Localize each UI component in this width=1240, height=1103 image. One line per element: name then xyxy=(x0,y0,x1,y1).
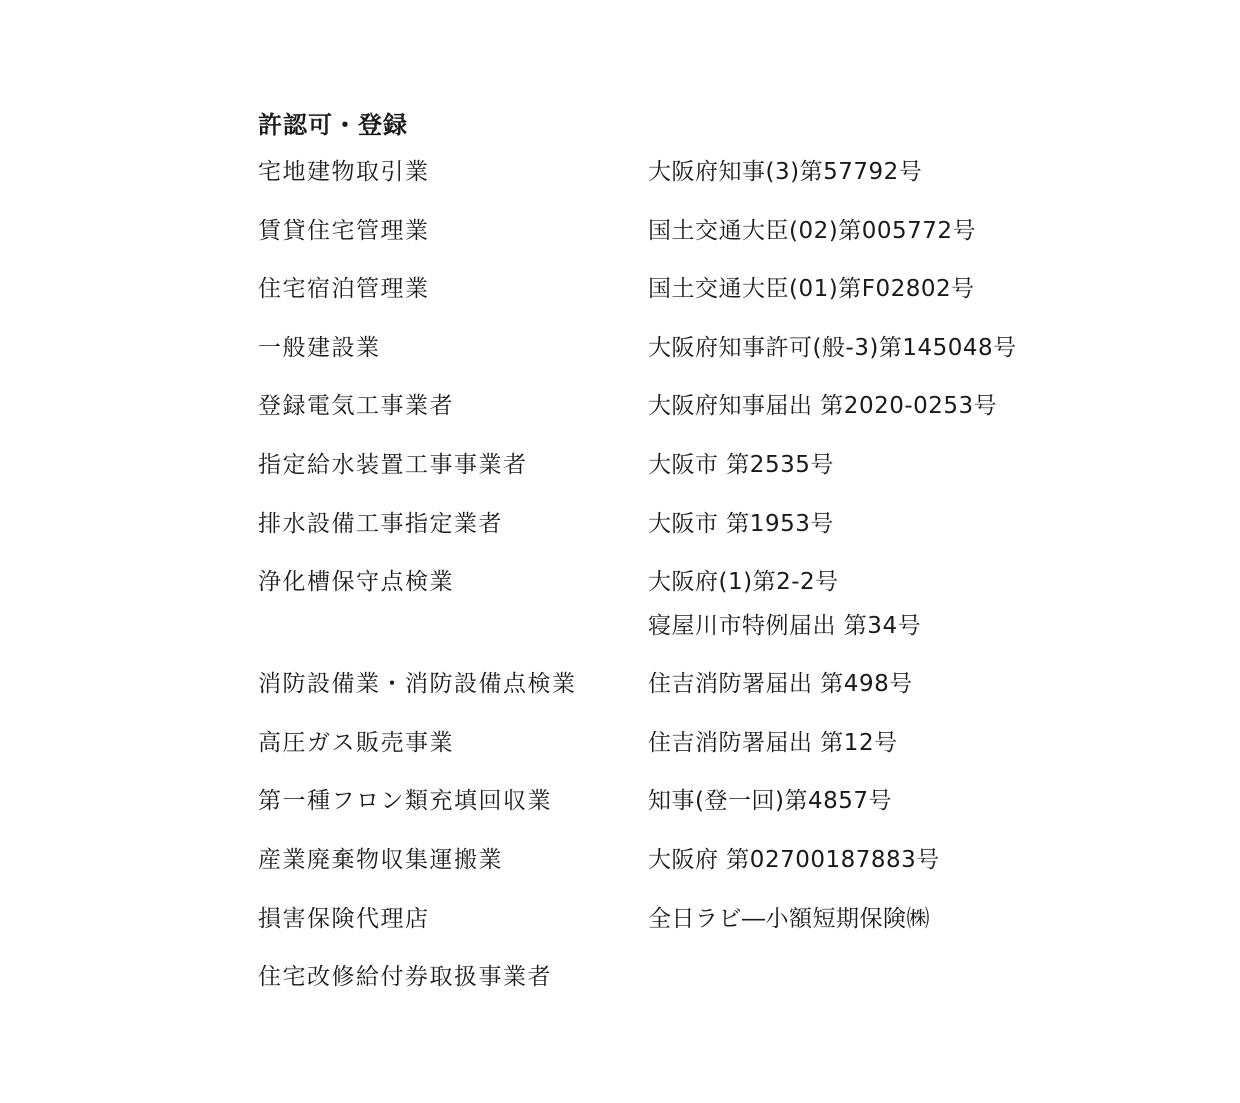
license-number: 住吉消防署届出 第498号 xyxy=(648,671,913,698)
license-values xyxy=(648,844,1078,876)
license-name: 排水設備工事指定業者 xyxy=(258,510,503,537)
license-row xyxy=(258,332,1078,391)
license-number: 大阪市 第2535号 xyxy=(648,451,834,478)
license-values xyxy=(648,156,1078,188)
license-row xyxy=(258,156,1078,215)
license-name: 損害保険代理店 xyxy=(258,905,430,932)
license-name: 第一種フロン類充填回収業 xyxy=(258,788,552,815)
license-number: 大阪府(1)第2-2号 xyxy=(648,569,839,596)
license-values xyxy=(648,390,1078,422)
section-title: 許認可・登録 xyxy=(258,111,408,139)
license-row xyxy=(258,508,1078,567)
license-row xyxy=(258,215,1078,274)
license-row xyxy=(258,668,1078,727)
license-number: 寝屋川市特例届出 第34号 xyxy=(648,613,922,640)
license-row xyxy=(258,727,1078,786)
license-row xyxy=(258,785,1078,844)
license-name: 住宅宿泊管理業 xyxy=(258,276,430,303)
licenses-section xyxy=(258,108,1078,1020)
license-name: 浄化槽保守点検業 xyxy=(258,569,454,596)
license-number: 大阪府知事届出 第2020-0253号 xyxy=(648,393,998,420)
license-number: 住吉消防署届出 第12号 xyxy=(648,729,898,756)
license-values xyxy=(648,668,1078,700)
license-values xyxy=(648,273,1078,305)
license-row xyxy=(258,961,1078,1020)
license-name: 宅地建物取引業 xyxy=(258,159,430,185)
license-values xyxy=(648,332,1078,364)
license-name: 消防設備業・消防設備点検業 xyxy=(258,671,577,698)
license-name: 高圧ガス販売事業 xyxy=(258,729,454,756)
license-values xyxy=(648,566,1078,642)
license-number: 知事(登一回)第4857号 xyxy=(648,788,892,815)
license-values xyxy=(648,215,1078,247)
license-number: 大阪府知事(3)第57792号 xyxy=(648,159,923,185)
license-number: 国土交通大臣(02)第005772号 xyxy=(648,217,977,244)
license-values xyxy=(648,727,1078,759)
license-values xyxy=(648,449,1078,481)
license-name: 産業廃棄物収集運搬業 xyxy=(258,846,503,873)
license-row xyxy=(258,273,1078,332)
license-number: 全日ラビ―小額短期保険㈱ xyxy=(648,905,930,932)
license-number: 大阪府 第02700187883号 xyxy=(648,846,940,873)
license-number: 大阪府知事許可(般-3)第145048号 xyxy=(648,334,1017,361)
license-values xyxy=(648,903,1078,935)
license-row xyxy=(258,903,1078,962)
license-name: 一般建設業 xyxy=(258,334,381,361)
license-row xyxy=(258,390,1078,449)
license-row xyxy=(258,449,1078,508)
license-list xyxy=(258,156,1078,1020)
license-values xyxy=(648,785,1078,817)
license-name: 指定給水装置工事事業者 xyxy=(258,451,528,478)
license-name: 登録電気工事業者 xyxy=(258,393,454,420)
license-values xyxy=(648,508,1078,540)
license-name: 住宅改修給付券取扱事業者 xyxy=(258,964,552,991)
license-number: 大阪市 第1953号 xyxy=(648,510,834,537)
license-number: 国土交通大臣(01)第F02802号 xyxy=(648,276,975,303)
license-row xyxy=(258,844,1078,903)
license-name: 賃貸住宅管理業 xyxy=(258,217,430,244)
license-row xyxy=(258,566,1078,668)
